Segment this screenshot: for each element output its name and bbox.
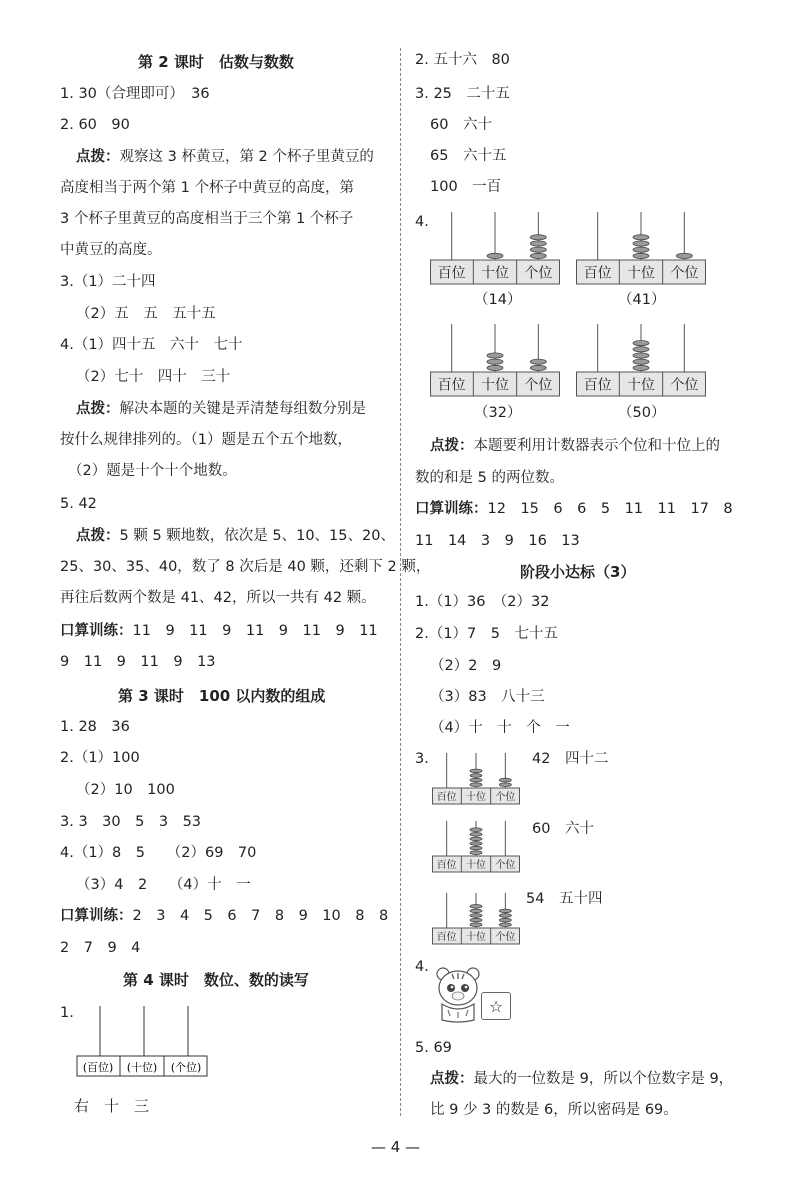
abacus-label: 十位 — [481, 377, 509, 394]
r-tip-4-line2: 数的和是 5 的两位数。 — [415, 470, 564, 486]
abacus-label: 个位 — [495, 931, 516, 943]
tip-2-5-line3: 再往后数两个数是 41、42，所以一共有 42 颗。 — [60, 590, 376, 606]
oral-training-3-line1 — [60, 906, 388, 926]
stage-answer-1: 1.（1）36 （2）32 — [415, 594, 550, 610]
abacus-bead — [499, 778, 511, 782]
abacus-label: 十位 — [627, 265, 655, 282]
label-ones: (个位) — [170, 1061, 202, 1074]
abacus-bead — [470, 851, 482, 855]
stage-answer-2d: （4）十 十 个 一 — [430, 720, 570, 736]
tiger-muzzle — [452, 992, 464, 1000]
abacus-bead — [470, 846, 482, 850]
oral-values: 11 9 11 9 11 9 11 9 11 — [132, 623, 378, 639]
tip-label: 点拨： — [76, 528, 120, 544]
abacus-bead — [470, 842, 482, 846]
answer-4-1: 1. — [60, 1005, 74, 1021]
r-answer-3c: 65 六十五 — [430, 148, 507, 164]
abacus-label: 百位 — [437, 377, 466, 394]
stage-3-answer-2: 60 六十 — [532, 821, 594, 837]
abacus-bead — [470, 774, 482, 778]
answer-2-4a: 4.（1）四十五 六十 七十 — [60, 337, 243, 353]
abacus-caption-4: （50） — [618, 405, 666, 421]
answer-3-2a: 2.（1）100 — [60, 750, 140, 766]
abacus-bead — [530, 235, 546, 240]
stage-answer-2a: 2.（1）7 5 七十五 — [415, 626, 559, 642]
abacus-bead — [633, 347, 649, 352]
r-oral-line2: 11 14 3 9 16 13 — [415, 533, 580, 549]
abacus-bead — [499, 909, 511, 913]
abacus-bead — [633, 353, 649, 358]
abacus-bead — [633, 359, 649, 364]
abacus-label: 十位 — [481, 265, 509, 282]
oral-training-2-line1 — [60, 621, 378, 641]
oral-label: 口算训练： — [60, 623, 133, 639]
abacus-bead — [470, 914, 482, 918]
answer-4-1-words: 右 十 三 — [74, 1097, 150, 1115]
stage-answer-2b: （2）2 9 — [430, 658, 502, 674]
star-box — [481, 992, 511, 1020]
abacus-label: 个位 — [495, 791, 516, 803]
stage-3-answer-3: 54 五十四 — [526, 891, 603, 907]
abacus-label: 百位 — [436, 931, 457, 943]
answer-2-4b: （2）七十 四十 三十 — [76, 369, 231, 385]
abacus-caption-1: （14） — [474, 292, 522, 308]
label-tens: (十位) — [126, 1061, 158, 1074]
abacus-label: 个位 — [670, 265, 699, 282]
abacus-1 — [430, 208, 560, 286]
small-abacus-3 — [432, 890, 530, 946]
r-tip-4-line1 — [430, 436, 720, 456]
abacus-bead — [470, 828, 482, 832]
place-value-chart — [76, 1000, 216, 1086]
answer-2-1: 1. 30（合理即可） 36 — [60, 86, 210, 102]
oral-values: 12 15 6 6 5 11 11 17 8 — [487, 501, 733, 517]
tip-2-5-line1 — [76, 526, 395, 546]
abacus-bead — [499, 923, 511, 927]
tip-2-4-line2: 按什么规律排列的。（1）题是五个五个地数， — [60, 432, 352, 448]
tip-label: 点拨： — [430, 438, 474, 454]
tip-label: 点拨： — [76, 149, 120, 165]
abacus-label: 百位 — [437, 265, 466, 282]
abacus-bead — [470, 905, 482, 909]
r-answer-3d: 100 一百 — [430, 179, 502, 195]
abacus-bead — [530, 253, 546, 258]
tip-label: 点拨： — [76, 401, 120, 417]
abacus-bead — [633, 241, 649, 246]
abacus-bead — [470, 909, 482, 913]
abacus-label: 十位 — [466, 931, 486, 943]
abacus-bead — [633, 235, 649, 240]
abacus-bead — [633, 247, 649, 252]
answer-2-3b: （2）五 五 五十五 — [76, 306, 216, 322]
tip-2-2-line2: 高度相当于两个第 1 个杯子中黄豆的高度，第 — [60, 180, 354, 196]
tip-text: 最大的一位数是 9，所以个位数字是 9， — [473, 1071, 734, 1087]
abacus-label: 十位 — [466, 791, 486, 803]
answer-2-3a: 3.（1）二十四 — [60, 274, 156, 290]
abacus-bead — [676, 253, 692, 258]
tip-text: 本题要利用计数器表示个位和十位上的 — [473, 438, 720, 454]
stage-answer-5: 5. 69 — [415, 1040, 452, 1056]
abacus-bead — [470, 833, 482, 837]
column-divider — [400, 48, 401, 1116]
abacus-bead — [499, 783, 511, 787]
tiger-eye-right — [461, 984, 469, 992]
abacus-2 — [576, 208, 706, 286]
abacus-label: 百位 — [583, 265, 612, 282]
abacus-bead — [470, 769, 482, 773]
stage-3-answer-1: 42 四十二 — [532, 751, 609, 767]
oral-label: 口算训练： — [60, 908, 133, 924]
tip-text: 观察这 3 杯黄豆，第 2 个杯子里黄豆的 — [119, 149, 374, 165]
oral-training-3-line2: 2 7 9 4 — [60, 940, 141, 956]
answer-3-3: 3. 3 30 5 3 53 — [60, 814, 202, 830]
stage-answer-3: 3. — [415, 751, 429, 767]
abacus-bead — [487, 353, 503, 358]
tip-label: 点拨： — [430, 1071, 474, 1087]
abacus-bead — [487, 359, 503, 364]
tiger-eye-left — [447, 984, 455, 992]
abacus-bead — [499, 918, 511, 922]
tip-text: 解决本题的关键是弄清楚每组数分别是 — [119, 401, 366, 417]
abacus-bead — [487, 365, 503, 370]
section-title-lesson-4: 第 4 课时 数位、数的读写 — [123, 971, 309, 989]
answer-3-4a: 4.（1）8 5 （2）69 70 — [60, 845, 257, 861]
small-abacus-2 — [432, 818, 530, 874]
abacus-label: 十位 — [466, 859, 486, 871]
tiger-eye-shine — [465, 986, 468, 989]
abacus-label: 百位 — [583, 377, 612, 394]
abacus-bead — [470, 918, 482, 922]
abacus-label: 个位 — [524, 265, 553, 282]
abacus-bead — [633, 253, 649, 258]
answer-3-1: 1. 28 36 — [60, 719, 130, 735]
abacus-label: 个位 — [495, 859, 516, 871]
page-number: — 4 — — [371, 1138, 421, 1156]
r-answer-4: 4. — [415, 214, 429, 230]
answer-3-4b: （3）4 2 （4）十 一 — [76, 877, 251, 893]
abacus-3 — [430, 320, 560, 398]
abacus-bead — [470, 837, 482, 841]
answer-2-5: 5. 42 — [60, 496, 97, 512]
stage-tip-5-line1 — [430, 1069, 733, 1089]
tip-2-4-line3: （2）题是十个十个地数。 — [68, 463, 237, 479]
tip-2-5-line2: 25、30、35、40，数了 8 次后是 40 颗，还剩下 2 颗， — [60, 559, 431, 575]
section-title-lesson-2: 第 2 课时 估数与数数 — [138, 53, 294, 71]
abacus-bead — [499, 914, 511, 918]
abacus-bead — [470, 783, 482, 787]
abacus-bead — [633, 365, 649, 370]
abacus-label: 百位 — [436, 859, 457, 871]
oral-values: 2 3 4 5 6 7 8 9 10 8 8 — [132, 908, 389, 924]
r-answer-2: 2. 五十六 80 — [415, 52, 510, 68]
tip-text: 5 颗 5 颗地数，依次是 5、10、15、20、 — [119, 528, 395, 544]
tiger-eye-shine — [451, 986, 454, 989]
tip-2-2-line1 — [76, 147, 374, 167]
small-abacus-1 — [432, 750, 530, 806]
abacus-label: 个位 — [524, 377, 553, 394]
tip-2-2-line3: 3 个杯子里黄豆的高度相当于三个第 1 个杯子 — [60, 211, 354, 227]
answer-3-2b: （2）10 100 — [76, 782, 175, 798]
stage-answer-4: 4. — [415, 959, 429, 975]
r-answer-3b: 60 六十 — [430, 117, 492, 133]
abacus-bead — [530, 359, 546, 364]
stage-answer-2c: （3）83 八十三 — [430, 689, 545, 705]
abacus-bead — [633, 341, 649, 346]
abacus-bead — [487, 253, 503, 258]
r-oral-line1 — [415, 499, 733, 519]
answer-2-2: 2. 60 90 — [60, 117, 130, 133]
label-hundreds: (百位) — [82, 1061, 114, 1074]
abacus-bead — [530, 247, 546, 252]
abacus-bead — [530, 241, 546, 246]
abacus-bead — [530, 365, 546, 370]
tip-2-4-line1 — [76, 399, 366, 419]
abacus-bead — [470, 778, 482, 782]
abacus-caption-2: （41） — [618, 292, 666, 308]
abacus-label: 个位 — [670, 377, 699, 394]
tiger-mascot — [434, 962, 482, 1026]
oral-training-2-line2: 9 11 9 11 9 13 — [60, 654, 216, 670]
stage-tip-5-line2: 比 9 少 3 的数是 6，所以密码是 69。 — [430, 1102, 678, 1118]
abacus-label: 百位 — [436, 791, 457, 803]
tip-2-2-line4: 中黄豆的高度。 — [60, 242, 162, 258]
abacus-bead — [470, 923, 482, 927]
section-title-stage-3: 阶段小达标（3） — [520, 563, 636, 581]
star-icon: ☆ — [488, 996, 504, 1016]
abacus-caption-3: （32） — [474, 405, 522, 421]
abacus-4 — [576, 320, 706, 398]
oral-label: 口算训练： — [415, 501, 488, 517]
section-title-lesson-3: 第 3 课时 100 以内数的组成 — [118, 687, 326, 705]
r-answer-3a: 3. 25 二十五 — [415, 86, 510, 102]
abacus-label: 十位 — [627, 377, 655, 394]
